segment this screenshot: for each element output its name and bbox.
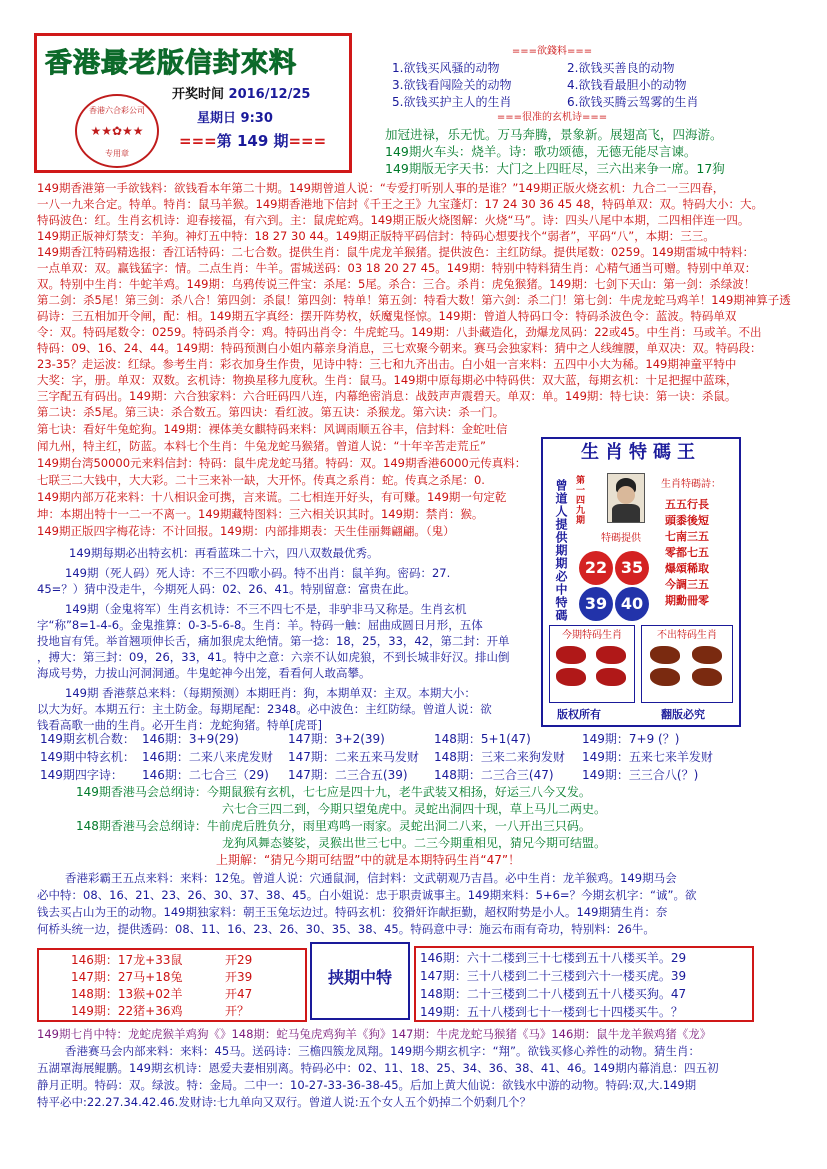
footer-line: 特平必中:22.27.34.42.46.发财诗:七九单向又双行。曾道人说:五个女人五个奶掉二个奶剩几个？ [37,1095,532,1109]
poem-col: 五五行長 [665,498,709,511]
bottom-right-row: 148期：二十三楼到二十八楼到五十八楼买狗。47 [420,987,687,1001]
bottom-mid-box [310,942,410,1020]
bottom-right-row: 147期：三十八楼到二十三楼到六十一楼买虎。39 [420,969,687,983]
train-line: 149期火车头：烧羊。诗：歌功颂德，无德无能尽言谏。 [385,144,697,159]
bottom-left-result: 开29 [225,953,253,967]
draw-time-label: 开奖时间 [172,87,225,102]
lower-line: 45=？）猜中没走牛，今期死人码：02、26、41。特别留意：富贵在此。 [37,582,416,596]
weekday: 星期日 [197,111,237,126]
special-poem-label: 生肖特碼詩： [661,479,721,490]
wish-item-6: 6.欲钱买腾云驾雾的生肖 [567,95,699,109]
lower-line: 149期（金鬼将军）生肖玄机诗：不三不四七不是，非驴非马又称是。生肖玄机 [65,602,467,616]
mid-line: 必中特：08、16、21、23、26、30、37、38、45。白小姐说：忠于职责诚事主。149期来料：5+6=？今期玄机字：“诚”。欲 [37,888,697,902]
goat-icon [692,646,722,664]
seal-stars: ★★✿★★ [90,124,144,138]
portrait-image [607,473,645,523]
time: 9:30 [240,111,273,126]
main-line: 149期香港第一手欲钱料：欲钱看本年第二十期。149期曾道人说：“专爱打听别人事的是谁？”149期正版火烧玄机：九合二一三四春， [37,181,725,195]
horse-icon [692,668,722,686]
main-short-line: 七联三二大钱中，大大彩。二十三来补一缺，大开怀。传真之系肖：蛇。传真之杀尾：0. [37,473,485,487]
history-cell: 146期：二七合三（29) [142,768,269,782]
main-line: 双。特别中生肖：牛蛇羊鸡。149期：乌鸦传说三件宝：杀尾：5尾。杀合：三合。杀肖：虎兔猴猪。149期：七剑下天山：第一剑：杀绿波！ [37,277,756,291]
mid-line: 香港彩霸王五点来料：来料：12兔。曾道人说：穴通鼠洞，信封料：文武朝观乃吉昌。必中生肖：龙羊猴鸡。149期马会 [65,871,677,885]
horse-poem-label: 149期香港马会总纲诗： [76,785,207,799]
lower-line: 149期（死人码）死人诗：不三不四歌小码。特不出肖：鼠羊狗。密码：27. [65,566,451,580]
main-line: 第二诀：杀5尾。第三诀：杀合数五。第四诀：看红波。第五诀：杀猴龙。第六诀：杀一门。 [37,405,505,419]
bottom-right-row: 146期：六十二楼到三十七楼到五十八楼买羊。29 [420,951,687,965]
history-cell: 148期：5+1(47) [434,732,531,746]
main-line: 23-35？走运波：红绿。参考生肖：彩衣加身生作贵，见诗中特：三七和九齐出击。白小姐一言来料：五四中小大为稀。149期神童平特中 [37,357,737,371]
special-box-title: 生肖特碼王 [581,442,701,463]
wish-item-2: 2.欲钱买善良的动物 [567,61,675,75]
main-line: 第二剑：杀5尾！第三剑：杀八合！第四剑：杀鼠！第四剑：特单！第五剑：特看大数！第六剑：杀二门！第七剑：牛虎龙蛇马鸡羊！149期神算子透 [37,293,791,307]
special-poem [665,497,737,609]
main-short-line: 149期内部万花来料：十八相识金可携，言来谎。二七相连开好头，有可赚。149期一句定乾 [37,490,507,504]
notout-zodiac-label: 不出特码生肖 [657,630,717,641]
piracy-text: 翻版必究 [661,708,705,721]
history-row [40,748,780,766]
lower-line: 钱看高歌一曲的生肖。必开生肖：龙蛇狗猪。特单[虎哥] [37,718,322,732]
main-line: 149期香江特码精选报：香江话特码：二七合数。提供生肖：鼠牛虎龙羊猴猪。提供波色：主红防绿。提供尾数：0259。149期雷城中特料： [37,245,755,259]
main-short-line: 149期台湾50000元来料信封：特码：鼠牛虎龙蛇马猪。特码：双。149期香港6000元传真料： [37,456,527,470]
bottom-left-result: 开47 [225,987,253,1001]
draw-weekday [197,111,273,126]
main-short-line: 第七诀：看好牛兔蛇狗。149期：裸体美女麒特码来料：风调雨顺五谷丰，信封料：金蛇吐信 [37,422,508,436]
poem-col: 七南三五 [665,530,709,543]
today-zodiac-panel [549,625,635,703]
footer-line: 五湖罩海展鲲鹏。149期玄机诗：恩爱夫妻相别离。特码必中：02、11、18、25、34、36、38、41、46。149期内幕消息：四五初 [37,1061,719,1075]
main-line: 一八一九来合定。特单。特肖：鼠马羊猴。149期香港地下信封《千王之王》九宝蓬灯：17 24 30 36 45 48，特码单双：双。特码大小：大。 [37,197,764,211]
mid-line: 何桥头统一边，提供透码：08、11、16、23、26、30、35、38、45。特码意中寻：施云布雨有奇功，特别料：26牛。 [37,922,655,936]
special-issue-badge: 第一四九期 [574,475,584,525]
wish-item-3: 3.欲钱看闯险关的动物 [392,78,512,92]
history-cell: 149期四字诗： [40,768,123,782]
dragon-icon [596,646,626,664]
company-seal [75,94,159,168]
wish-title: ===欲錢料=== [511,46,593,57]
poem-line: 加冠进禄，乐无忧。万马奔腾，景象新。展翅高飞，四海游。 [385,127,723,142]
pig-icon [596,668,626,686]
history-cell: 149期：三三合八(？) [582,768,699,782]
main-line: 149期正版神灯禁支：羊狗。神灯五中特：18 27 30 44。149期正版特平码信封：特码心想要找个“弱者”，平码“八”，本期：三三。 [37,229,715,243]
rat-icon [556,646,586,664]
bottom-right-row: 149期：五十八楼到七十一楼到七十四楼买牛。？ [420,1005,683,1019]
footer-line: 149期七肖中特：龙蛇虎猴羊鸡狗《》148期：蛇马兔虎鸡狗羊《狗》147期：牛虎龙蛇马猴猪《马》146期：鼠牛龙羊猴鸡猪《龙》 [37,1027,712,1041]
bottom-left-row: 148期：13猴+02羊 [71,987,183,1001]
number-ball: 39 [579,587,613,621]
history-cell: 146期：二来八来虎发财 [142,750,273,764]
main-short-block [37,421,537,540]
monkey-icon [650,668,680,686]
footer-line: 静月正明。特码：双。绿波。特：金局。二中一：10-27-33-36-38-45。后加上黄大仙说：欲钱水中游的动物。特码:双,大.149期 [37,1078,697,1092]
lower-line: 字“称”8=1-4-6。金鬼推算：0-3-5-6-8。生肖：羊。特码一触：屈曲成圆日月形，五体 [37,618,483,632]
main-line: 特码：09、16、24、44。149期：特码预测白小姐内幕亲身消息，三七欢聚今朝来。赛马会独家料：猜中之人线缠腰，单双决：双。特码段： [37,341,762,355]
horse-poem-answer: 上期解：“猜兄今期可结盟”中的就是本期特码生肖“47”！ [216,853,521,867]
copyright-text: 版权所有 [557,708,601,721]
bottom-left-box [37,948,307,1022]
main-line: 大奖：字，册。单双：双数。玄机诗：物换星移九度秋。生肖：鼠马。149期中原每期必中特码供：双大蓝，每期玄机：十足把握中蓝珠， [37,373,738,387]
poem-col: 零都七五 [665,546,709,559]
seal-top-text: 香港六合彩公司 [89,106,145,115]
poem-col: 頭黍後短 [665,514,709,527]
lower-line: 海成号势，力拔山河洞洞通。牛鬼蛇神今出笼，看看何人敢高攀。 [37,666,371,680]
notout-zodiac-panel [641,625,733,703]
wish-item-5: 5.欲钱买护主人的生肖 [392,95,512,109]
mid-line: 钱去买占山为王的动物。149期独家料：朝王玉兔坛边过。特码玄机：狡猾奸诈献拒勤，超权附势是小人。149期猜生肖：奈 [37,905,668,919]
lower-line: 投地盲有凭。举首翘项伸长舌，痛加狠虎太绝情。第一捻：18，25，33，42，第二封：开单 [37,634,510,648]
history-row [40,730,780,748]
lower-line: 149期每期必出特玄机：再看蓝珠二十六，四八双数最优秀。 [69,546,379,560]
poem-title: ===很准的玄机诗=== [496,112,608,123]
horse-poem-line: 今期鼠猴有玄机，七七应是四十九，老牛武装又相扬，好运三八今又发。 [206,785,591,799]
history-cell: 148期：三来二来狗发财 [434,750,565,764]
issue-label: 第 149 期 [216,132,289,150]
main-short-line: 闻九州，特主红，防蓝。本料七个生肖：牛兔龙蛇马猴猪。曾道人说：“十年辛苦走荒丘” [37,439,486,453]
main-short-line: 149期正版四字梅花诗：不计回报。149期：内部排期表：天生佳丽舞翩翩。（鬼） [37,524,455,538]
header-title: 香港最老版信封來料 [45,48,297,79]
main-line: 特码波色：红。生肖玄机诗：迎春接福，有六到。主：鼠虎蛇鸡。149期正版火烧图解：火烧“马”。诗：四头八尾中本期，二四相伴连一四。 [37,213,750,227]
horse-poem-line: 牛前虎后胜负分，雨里鸡鸣一雨家。灵蛇出洞二八来，一八开出三只码。 [206,819,591,833]
bottom-left-row: 149期：22猪+36鸡 [71,1004,183,1018]
number-ball: 35 [615,551,649,585]
history-cell: 149期玄机合数： [40,732,135,746]
mid-text-block [37,870,797,938]
snake-icon [556,668,586,686]
horse-poem-block [76,784,796,869]
horse-poem-line: 六七合三四二到，今期只望兔虎中。灵蛇出洞四十现，草上马儿二两史。 [222,802,607,816]
bottom-left-row: 147期：27马+18兔 [71,970,183,984]
history-cell: 149期：7+9 (？) [582,732,680,746]
main-line: 码诗：三五相加开令闸，配：相。149期五字真经：摆开阵势枚，妖魔鬼怪惊。149期：曾道人特码口令：特码杀波色令：蓝波。特码单双 [37,309,737,323]
main-text-block [37,180,793,420]
bottom-right-box [414,946,754,1022]
bottom-left-result: 开？ [225,1004,250,1018]
seal-bottom-text: 专用章 [105,149,129,158]
lower-line: ，搏大：第三封：09，26，33，41。特中之意：六亲不认如虎狼，不到长城非好汉。排山倒 [37,650,510,664]
poem-col: 今調三五 [665,578,709,591]
wish-item-1: 1.欲钱买风骚的动物 [392,61,500,75]
bottom-left-result: 开39 [225,970,253,984]
footer-block [37,1026,807,1111]
history-cell: 146期：3+9(29) [142,732,239,746]
issue-prefix: === [179,132,217,150]
numbers-label: 特碼提供 [601,533,641,544]
lower-text-block [37,545,542,733]
lower-line: 以大为好。本期五行：主土防金。每期尾配：2348。必中波色：主红防绿。曾道人说：欲 [37,702,492,716]
special-code-box [541,437,741,727]
poem-col: 期勳冊零 [665,594,709,607]
history-cell: 147期：二三合五(39) [288,768,408,782]
main-short-line: 坤：本期出特十一二一不离一。149期藏特图料：三六相关识其时。149期：禁肖：猴。 [37,507,484,521]
history-cell: 148期：二三合三(47) [434,768,554,782]
history-cell: 149期中特玄机： [40,750,135,764]
horse-poem-label: 148期香港马会总纲诗： [76,819,207,833]
issue-number [179,134,326,149]
lower-line: 149期 香港蔡总来料：（每期预测）本期旺肖：狗，本期单双：主双。本期大小： [65,686,476,700]
main-line: 三字配五有码出。149期：六合独家料：六合旺码四八连，内幕绝密消息：战鼓声声震碧天。单双：单。149期：特七诀：第一诀：杀鼠。 [37,389,737,403]
issue-suffix: === [288,132,327,150]
special-left-vertical: 曾道人提供期期必中特碼 [554,479,568,622]
poem-col: 爆頌稀取 [665,562,709,575]
history-cell: 147期：3+2(39) [288,732,385,746]
history-cell: 147期：二来五来马发财 [288,750,419,764]
number-ball: 22 [579,551,613,585]
history-row [40,766,780,784]
draw-date: 2016/12/25 [228,87,311,102]
nochar-line: 149期版无字天书：大门之上四旺尽，三六出来争一席。17狗 [385,161,725,176]
footer-line: 香港赛马会内部来料：来料：45马。送码诗：三檐四簇龙凤翔。149期今期玄机字：“翔”。欲钱买修心养性的动物。猜生肖： [65,1044,700,1058]
today-zodiac-label: 今期特码生肖 [562,630,622,641]
bottom-left-row: 146期：17龙+33鼠 [71,953,183,967]
history-table [40,730,780,784]
wish-item-4: 4.欲钱看最胆小的动物 [567,78,687,92]
horse-poem-line: 龙狗风舞态婆娑，灵猴出世三七中。二三今期重相见，猜兄今期可结盟。 [222,836,607,850]
chicken-icon [650,646,680,664]
main-line: 一点单双：双。赢钱猛字：情。二点生肖：牛羊。雷城送码：03 18 20 27 45。149期：特别中特料猜生肖：心精气通当可赠。特别中单双： [37,261,757,275]
draw-time [172,87,310,102]
header-box [34,33,352,173]
main-line: 令：双。特码尾数令：0259。特码杀肖令：鸡。特码出肖令：牛虎蛇马。149期：八卦藏造化，劲爆龙凤码：22或45。中生肖：马或羊。不出 [37,325,762,339]
history-cell: 149期：五来七来羊发财 [582,750,713,764]
bottom-mid-label: 挟期中特 [327,968,392,987]
number-ball: 40 [615,587,649,621]
